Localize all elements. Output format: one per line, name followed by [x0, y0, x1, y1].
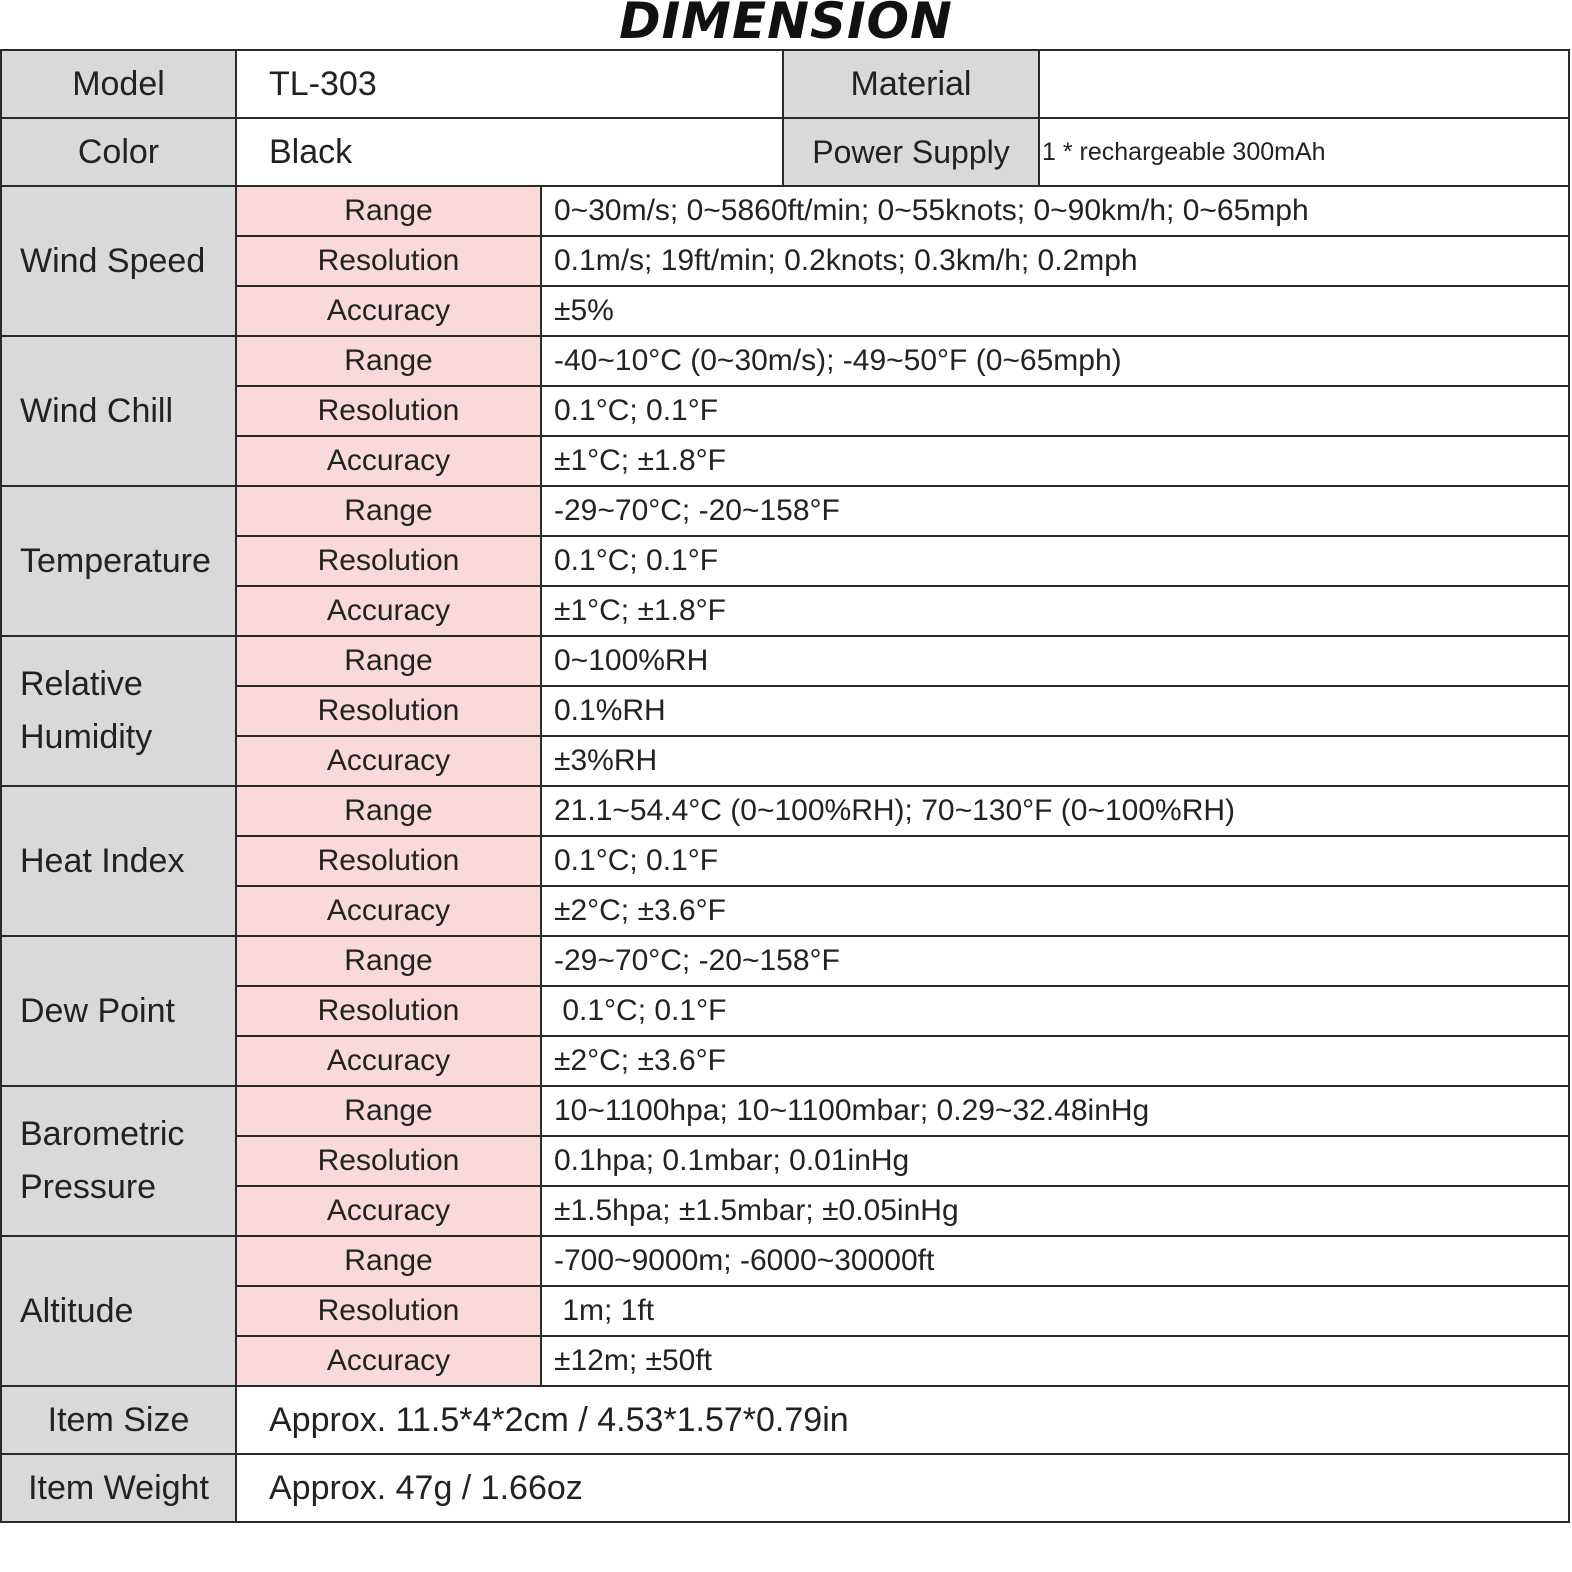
param-value: ±2°C; ±3.6°F — [541, 886, 1569, 936]
spec-row — [1, 486, 1569, 536]
param-label: Accuracy — [236, 1336, 541, 1386]
param-value: ±2°C; ±3.6°F — [541, 1036, 1569, 1086]
param-value: -40~10°C (0~30m/s); -49~50°F (0~65mph) — [541, 336, 1569, 386]
param-label: Accuracy — [236, 286, 541, 336]
param-value: ±5% — [541, 286, 1569, 336]
item-weight-value: Approx. 47g / 1.66oz — [236, 1454, 1569, 1522]
material-label: Material — [783, 50, 1039, 118]
spec-row — [1, 1086, 1569, 1136]
param-value: 0.1°C; 0.1°F — [541, 386, 1569, 436]
param-label: Accuracy — [236, 586, 541, 636]
spec-row — [1, 1236, 1569, 1286]
spec-row — [1, 386, 1569, 436]
param-value: 0.1hpa; 0.1mbar; 0.01inHg — [541, 1136, 1569, 1186]
model-label: Model — [1, 50, 236, 118]
param-label: Range — [236, 1086, 541, 1136]
param-value: ±12m; ±50ft — [541, 1336, 1569, 1386]
param-value: 0.1°C; 0.1°F — [541, 536, 1569, 586]
spec-table — [0, 49, 1570, 1523]
param-value: 1m; 1ft — [541, 1286, 1569, 1336]
color-label: Color — [1, 118, 236, 186]
spec-row — [1, 786, 1569, 836]
color-value: Black — [236, 118, 783, 186]
param-label: Resolution — [236, 1286, 541, 1336]
item-weight-label: Item Weight — [1, 1454, 236, 1522]
group-name: Wind Speed — [1, 186, 236, 336]
power-supply-label: Power Supply — [783, 118, 1039, 186]
param-label: Resolution — [236, 1136, 541, 1186]
spec-row — [1, 636, 1569, 686]
spec-row — [1, 886, 1569, 936]
spec-row — [1, 236, 1569, 286]
param-value: 21.1~54.4°C (0~100%RH); 70~130°F (0~100%RH) — [541, 786, 1569, 836]
spec-row — [1, 836, 1569, 886]
group-name: Relative Humidity — [1, 636, 236, 786]
spec-row — [1, 686, 1569, 736]
param-value: 0.1m/s; 19ft/min; 0.2knots; 0.3km/h; 0.2mph — [541, 236, 1569, 286]
spec-row — [1, 1136, 1569, 1186]
param-value: 0~30m/s; 0~5860ft/min; 0~55knots; 0~90km/h; 0~65mph — [541, 186, 1569, 236]
param-value: -700~9000m; -6000~30000ft — [541, 1236, 1569, 1286]
spec-row — [1, 336, 1569, 386]
color-row — [1, 118, 1569, 186]
param-label: Resolution — [236, 236, 541, 286]
item-size-value: Approx. 11.5*4*2cm / 4.53*1.57*0.79in — [236, 1386, 1569, 1454]
param-label: Accuracy — [236, 736, 541, 786]
group-name: Temperature — [1, 486, 236, 636]
param-label: Resolution — [236, 536, 541, 586]
spec-row — [1, 186, 1569, 236]
param-label: Range — [236, 186, 541, 236]
group-name: Wind Chill — [1, 336, 236, 486]
param-value: 0.1°C; 0.1°F — [541, 836, 1569, 886]
param-value: 10~1100hpa; 10~1100mbar; 0.29~32.48inHg — [541, 1086, 1569, 1136]
param-label: Range — [236, 636, 541, 686]
param-value: 0.1°C; 0.1°F — [541, 986, 1569, 1036]
group-name: Barometric Pressure — [1, 1086, 236, 1236]
model-row — [1, 50, 1569, 118]
spec-row — [1, 1336, 1569, 1386]
page-title: DIMENSION — [619, 0, 953, 48]
spec-row — [1, 586, 1569, 636]
item-weight-row — [1, 1454, 1569, 1522]
spec-row — [1, 536, 1569, 586]
item-size-row — [1, 1386, 1569, 1454]
param-label: Resolution — [236, 686, 541, 736]
spec-row — [1, 1186, 1569, 1236]
param-label: Range — [236, 1236, 541, 1286]
model-value: TL-303 — [236, 50, 783, 118]
power-supply-value: 1 * rechargeable 300mAh — [1039, 118, 1569, 186]
param-label: Range — [236, 786, 541, 836]
spec-row — [1, 736, 1569, 786]
param-label: Range — [236, 486, 541, 536]
param-value: ±1.5hpa; ±1.5mbar; ±0.05inHg — [541, 1186, 1569, 1236]
item-size-label: Item Size — [1, 1386, 236, 1454]
group-name: Dew Point — [1, 936, 236, 1086]
group-name: Altitude — [1, 1236, 236, 1386]
param-value: 0.1%RH — [541, 686, 1569, 736]
spec-row — [1, 286, 1569, 336]
param-value: -29~70°C; -20~158°F — [541, 936, 1569, 986]
param-label: Resolution — [236, 986, 541, 1036]
param-label: Accuracy — [236, 1186, 541, 1236]
material-value — [1039, 50, 1569, 118]
spec-row — [1, 1286, 1569, 1336]
param-label: Range — [236, 936, 541, 986]
param-value: -29~70°C; -20~158°F — [541, 486, 1569, 536]
spec-row — [1, 986, 1569, 1036]
spec-row — [1, 936, 1569, 986]
group-name: Heat Index — [1, 786, 236, 936]
param-label: Resolution — [236, 386, 541, 436]
param-value: ±1°C; ±1.8°F — [541, 586, 1569, 636]
param-value: 0~100%RH — [541, 636, 1569, 686]
param-label: Range — [236, 336, 541, 386]
param-label: Accuracy — [236, 1036, 541, 1086]
param-label: Accuracy — [236, 436, 541, 486]
spec-row — [1, 436, 1569, 486]
param-value: ±1°C; ±1.8°F — [541, 436, 1569, 486]
param-label: Accuracy — [236, 886, 541, 936]
param-label: Resolution — [236, 836, 541, 886]
spec-row — [1, 1036, 1569, 1086]
param-value: ±3%RH — [541, 736, 1569, 786]
